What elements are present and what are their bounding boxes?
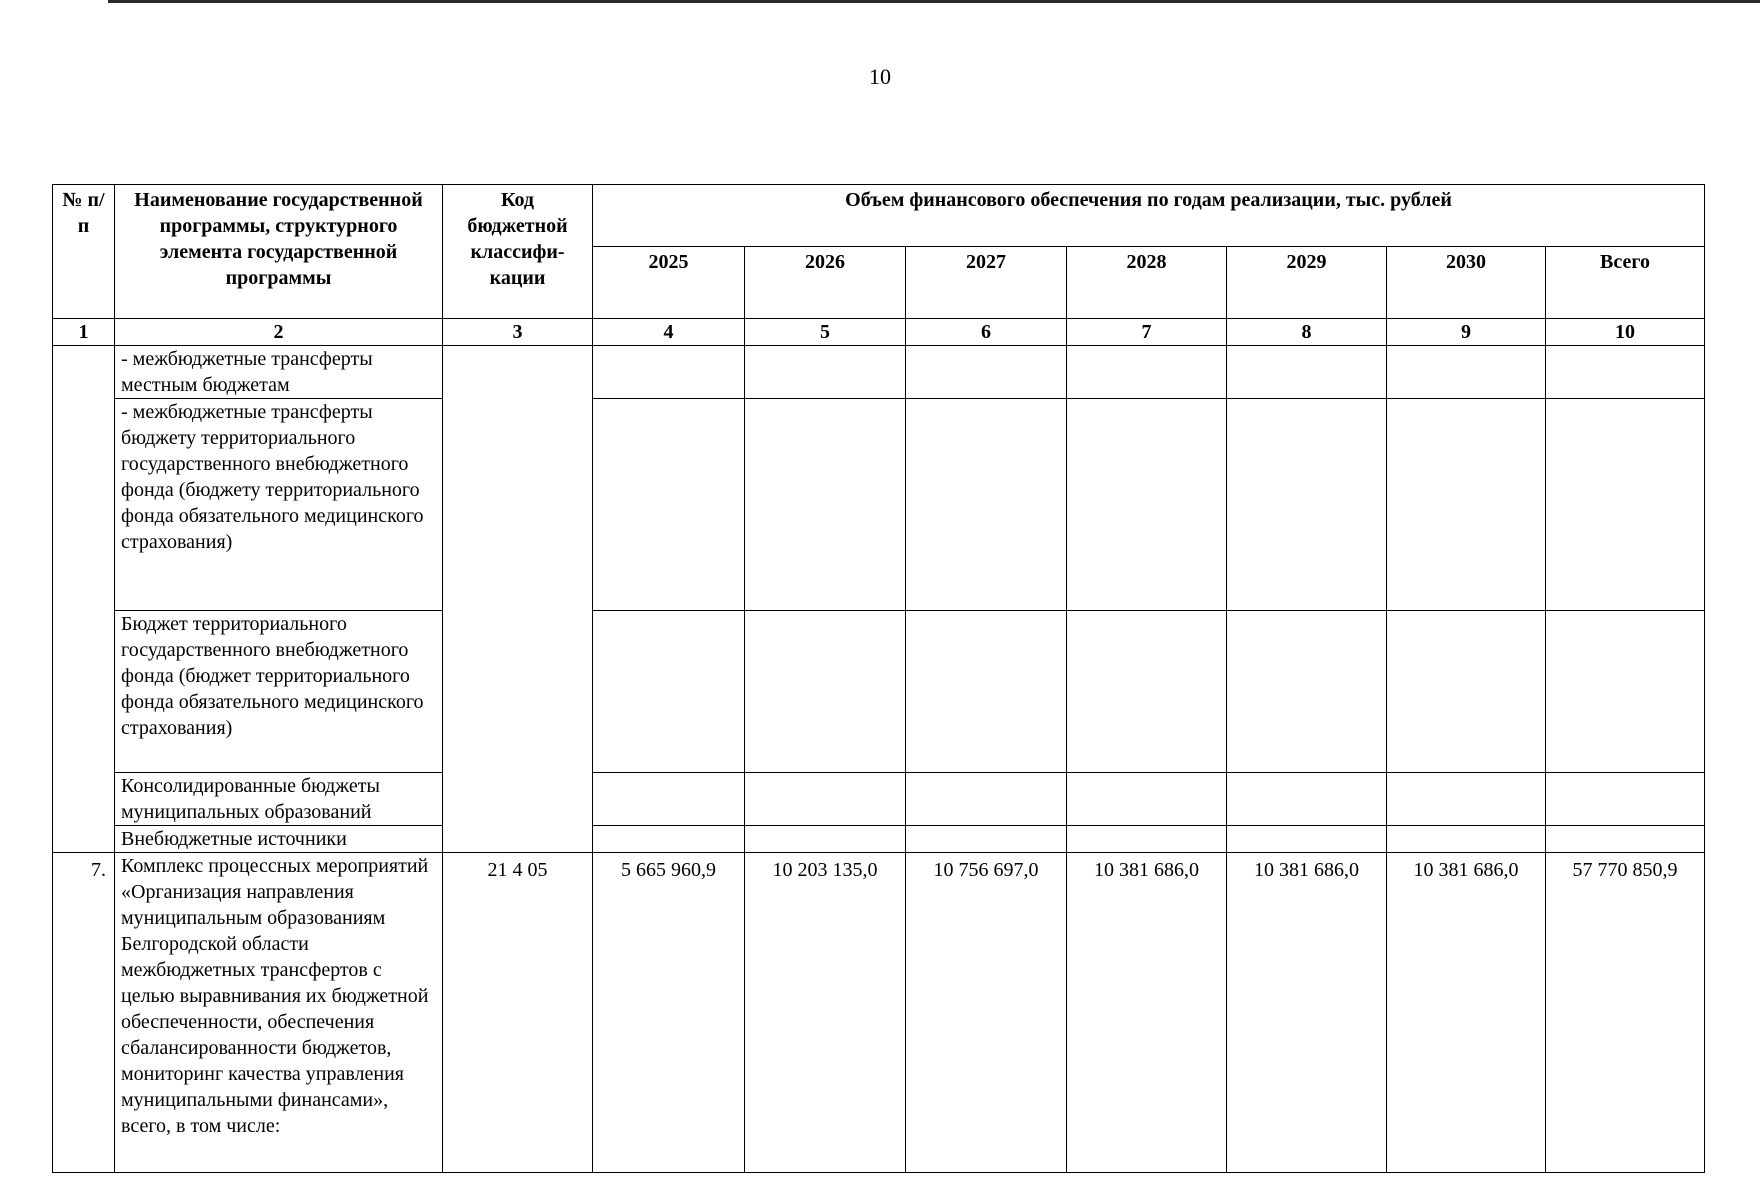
page-number: 10 [869,64,891,89]
value-cell [1227,611,1387,773]
top-rule [108,0,1760,3]
value-cell [906,611,1067,773]
column-number: 8 [1227,319,1387,346]
value-cell [593,773,745,826]
header-code: Код бюджетной классифи-кации [443,185,593,319]
value-cell [745,826,906,853]
value-cell [1387,826,1546,853]
value-cell [1227,826,1387,853]
value-cell [1387,611,1546,773]
value-2026: 10 203 135,0 [745,853,906,1173]
value-cell [1067,346,1227,399]
value-2030: 10 381 686,0 [1387,853,1546,1173]
table-row [53,399,1705,611]
value-cell [1546,611,1705,773]
value-cell [906,826,1067,853]
header-year: 2027 [906,247,1067,319]
header-year: 2028 [1067,247,1227,319]
column-number: 5 [745,319,906,346]
value-2028: 10 381 686,0 [1067,853,1227,1173]
row-name: Внебюджетные источники [115,826,443,853]
column-number: 2 [115,319,443,346]
table-row [53,346,1705,399]
value-cell [745,611,906,773]
value-cell [745,773,906,826]
column-number: 3 [443,319,593,346]
value-cell [906,346,1067,399]
value-2025: 5 665 960,9 [593,853,745,1173]
value-cell [1546,399,1705,611]
value-cell [1546,826,1705,853]
column-number: 9 [1387,319,1546,346]
header-year: 2025 [593,247,745,319]
value-cell [1227,346,1387,399]
item-name: Комплекс процессных мероприятий «Организация направления муниципальным образованиям Белгородской области межбюджетных трансфертов с целью выравнивания их бюджетной обеспеченности, обеспечения сбалансированности бюджетов, мониторинг качества управления муниципальными финансами», всего, в том числе: [115,853,443,1173]
value-cell [1387,773,1546,826]
table-row [53,611,1705,773]
row-code-cell [443,346,593,853]
value-2027: 10 756 697,0 [906,853,1067,1173]
value-cell [1227,773,1387,826]
column-number: 1 [53,319,115,346]
row-name: Бюджет территориального государственного внебюджетного фонда (бюджет территориального фонда обязательного медицинского страхования) [115,611,443,773]
value-2029: 10 381 686,0 [1227,853,1387,1173]
column-number: 4 [593,319,745,346]
column-number: 7 [1067,319,1227,346]
financing-table [52,184,1705,1173]
table-row [53,826,1705,853]
header-year: 2029 [1227,247,1387,319]
value-cell [1387,346,1546,399]
header-name: Наименование государственной программы, структурного элемента государственной программы [115,185,443,319]
column-number: 10 [1546,319,1705,346]
header-volume: Объем финансового обеспечения по годам реализации, тыс. рублей [593,185,1705,247]
value-cell [1067,773,1227,826]
value-cell [906,773,1067,826]
row-name: - межбюджетные трансферты бюджету территориального государственного внебюджетного фонда (бюджету территориального фонда обязательного медицинского страхования) [115,399,443,611]
row-index-cell [53,346,115,853]
value-cell [745,346,906,399]
value-cell [745,399,906,611]
value-cell [1227,399,1387,611]
value-cell [1546,773,1705,826]
column-number: 6 [906,319,1067,346]
value-cell [1387,399,1546,611]
value-cell [1067,826,1227,853]
value-cell [593,611,745,773]
row-name: - межбюджетные трансферты местным бюджетам [115,346,443,399]
item-code: 21 4 05 [443,853,593,1173]
table-row-item-7 [53,853,1705,1173]
table-row [53,773,1705,826]
item-index: 7. [53,853,115,1173]
header-year: 2026 [745,247,906,319]
value-cell [906,399,1067,611]
value-total: 57 770 850,9 [1546,853,1705,1173]
row-name: Консолидированные бюджеты муниципальных образований [115,773,443,826]
value-cell [593,346,745,399]
header-year: 2030 [1387,247,1546,319]
header-total: Всего [1546,247,1705,319]
value-cell [593,399,745,611]
value-cell [1546,346,1705,399]
value-cell [1067,611,1227,773]
value-cell [1067,399,1227,611]
value-cell [593,826,745,853]
header-index: № п/п [53,185,115,319]
